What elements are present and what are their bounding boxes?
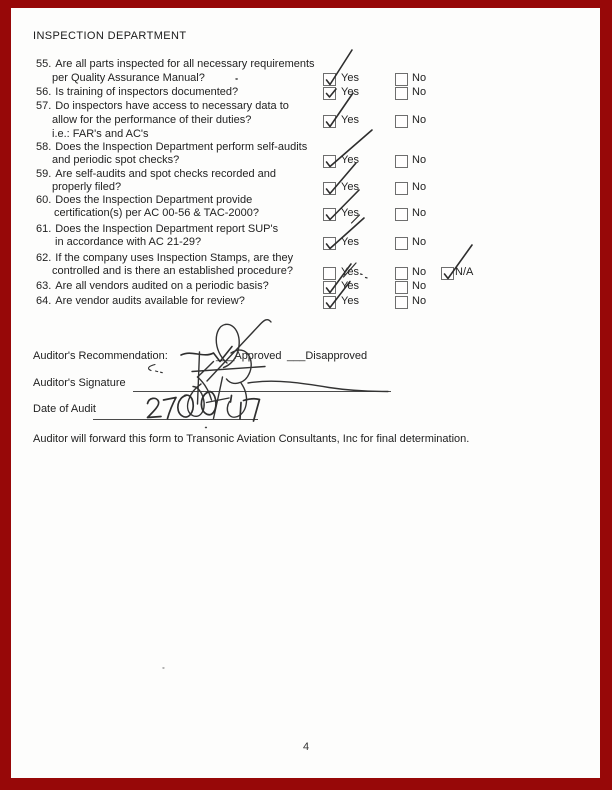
- signature-line[interactable]: [133, 391, 391, 392]
- q62-no-label: No: [412, 266, 427, 278]
- question-59-options: [0, 181, 612, 194]
- q62-no-checkbox[interactable]: [395, 267, 408, 280]
- question-56-line-1: 56. Is training of inspectors documented?: [36, 86, 239, 98]
- q62-na-label: N/A: [455, 266, 474, 278]
- question-55-number: 55.: [36, 58, 52, 70]
- q55-no-label: No: [412, 72, 427, 84]
- q64-no-checkbox[interactable]: [395, 296, 408, 309]
- question-64-line-1: 64. Are vendor audits available for review?: [36, 295, 245, 307]
- question-58-options: [0, 154, 612, 167]
- approved-option[interactable]: ___Approved: [216, 350, 282, 362]
- q57-yes-checkbox[interactable]: [323, 115, 336, 128]
- q61-no-label: No: [412, 236, 427, 248]
- disapproved-option[interactable]: ___Disapproved: [287, 350, 368, 362]
- q60-no-label: No: [412, 207, 427, 219]
- question-57-line-2: allow for the performance of their duties?: [52, 114, 252, 126]
- question-59-line-2: properly filed?: [52, 181, 122, 193]
- date-letter-o-1: [178, 395, 193, 417]
- q56-yes-label: Yes: [341, 86, 359, 98]
- date-digit-7b: [244, 399, 260, 421]
- footer-note: Auditor will forward this form to Transonic Aviation Consultants, Inc for final determination.: [33, 433, 470, 445]
- q62-yes-label: Yes: [341, 266, 359, 278]
- page-number: 4: [303, 741, 310, 753]
- question-60-line-2: certification(s) per AC 00-56 & TAC-2000?: [54, 207, 260, 219]
- q60-yes-checkbox[interactable]: [323, 208, 336, 221]
- question-55-line-1: 55. Are all parts inspected for all necessary requirements: [36, 58, 315, 70]
- question-62-line-1: 62. If the company uses Inspection Stamps, are they: [36, 252, 294, 264]
- q55-no-checkbox[interactable]: [395, 73, 408, 86]
- date-letter-o-2: [201, 392, 216, 415]
- signature-descender-loop-left: [188, 384, 205, 416]
- question-57-number: 57.: [36, 100, 52, 112]
- q59-no-label: No: [412, 181, 427, 193]
- question-61-options: [0, 236, 612, 249]
- q64-no-label: No: [412, 295, 427, 307]
- q57-no-checkbox[interactable]: [395, 115, 408, 128]
- question-61-number: 61.: [36, 223, 52, 235]
- question-60-number: 60.: [36, 194, 52, 206]
- q57-no-label: No: [412, 114, 427, 126]
- signature-stroke-arm-down: [198, 377, 212, 400]
- question-58-line-2: and periodic spot checks?: [52, 154, 180, 166]
- date-digit-2: [148, 398, 162, 417]
- q56-no-checkbox[interactable]: [395, 87, 408, 100]
- question-63-options: [0, 280, 612, 293]
- q61-yes-label: Yes: [341, 236, 359, 248]
- question-56-options: [0, 86, 612, 99]
- q64-yes-checkbox[interactable]: [323, 296, 336, 309]
- q63-no-checkbox[interactable]: [395, 281, 408, 294]
- q56-yes-checkbox[interactable]: [323, 87, 336, 100]
- q62-yes-checkbox[interactable]: [323, 267, 336, 280]
- q58-no-checkbox[interactable]: [395, 155, 408, 168]
- q59-yes-label: Yes: [341, 181, 359, 193]
- q60-yes-label: Yes: [341, 207, 359, 219]
- q58-yes-label: Yes: [341, 154, 359, 166]
- signature-stroke-vertical: [198, 352, 200, 404]
- signature-stroke-crossbar: [192, 367, 265, 372]
- signature-stroke-long-tail: [248, 381, 388, 391]
- date-line[interactable]: [93, 419, 258, 420]
- q63-yes-checkbox[interactable]: [323, 281, 336, 294]
- auditors-signature-label: Auditor's Signature: [33, 377, 126, 389]
- q55-yes-checkbox[interactable]: [323, 73, 336, 86]
- q61-no-checkbox[interactable]: [395, 237, 408, 250]
- question-60-line-1: 60. Does the Inspection Department provide: [36, 194, 253, 206]
- q61-yes-checkbox[interactable]: [323, 237, 336, 250]
- q58-yes-checkbox[interactable]: [323, 155, 336, 168]
- q55-yes-label: Yes: [341, 72, 359, 84]
- q59-no-checkbox[interactable]: [395, 182, 408, 195]
- question-61-line-2: in accordance with AC 21-29?: [55, 236, 202, 248]
- signature-descender-cross: [207, 398, 230, 403]
- q57-yes-label: Yes: [341, 114, 359, 126]
- question-62-options: [0, 266, 612, 279]
- question-64-options: [0, 295, 612, 308]
- question-62-line-2: controlled and is there an established procedure?: [52, 265, 293, 277]
- q59-yes-checkbox[interactable]: [323, 182, 336, 195]
- signature-stroke-arm-up: [198, 362, 214, 378]
- signature-scribble: [188, 320, 388, 419]
- q56-no-label: No: [412, 86, 427, 98]
- question-63-line-1: 63. Are all vendors audited on a periodic basis?: [36, 280, 269, 292]
- question-57-line-3: i.e.: FAR's and AC's: [52, 128, 149, 140]
- auditors-recommendation-label: Auditor's Recommendation:: [33, 350, 168, 362]
- question-58-line-1: 58. Does the Inspection Department perform self-audits: [36, 141, 308, 153]
- q64-yes-label: Yes: [341, 295, 359, 307]
- question-59-line-1: 59. Are self-audits and spot checks recorded and: [36, 168, 277, 180]
- date-digit-7: [164, 398, 177, 419]
- date-of-audit-label: Date of Audit: [33, 403, 96, 415]
- question-59-number: 59.: [36, 168, 52, 180]
- date-digit-1: [240, 403, 241, 420]
- question-55-options: [0, 72, 612, 85]
- q63-yes-label: Yes: [341, 280, 359, 292]
- question-61-line-1: 61. Does the Inspection Department report SUP's: [36, 223, 279, 235]
- question-57-line-1: 57. Do inspectors have access to necessary data to: [36, 100, 289, 112]
- question-64-number: 64.: [36, 295, 52, 307]
- signature-descender-mid: [214, 377, 223, 419]
- date-apostrophe: [231, 396, 232, 403]
- question-62-number: 62.: [36, 252, 52, 264]
- q58-no-label: No: [412, 154, 427, 166]
- signature-descender-loop-right: [227, 383, 246, 417]
- question-56-number: 56.: [36, 86, 52, 98]
- q63-no-label: No: [412, 280, 427, 292]
- section-title: INSPECTION DEPARTMENT: [33, 30, 187, 42]
- question-60-options: [0, 207, 612, 220]
- question-57-options: [0, 114, 612, 127]
- question-58-number: 58.: [36, 141, 52, 153]
- question-55-line-2: per Quality Assurance Manual?: [52, 72, 205, 84]
- question-63-number: 63.: [36, 280, 52, 292]
- handwritten-date: [148, 392, 260, 422]
- q60-no-checkbox[interactable]: [395, 208, 408, 221]
- q62-na-checkbox[interactable]: [441, 267, 454, 280]
- small-scribble-mark: [148, 365, 162, 373]
